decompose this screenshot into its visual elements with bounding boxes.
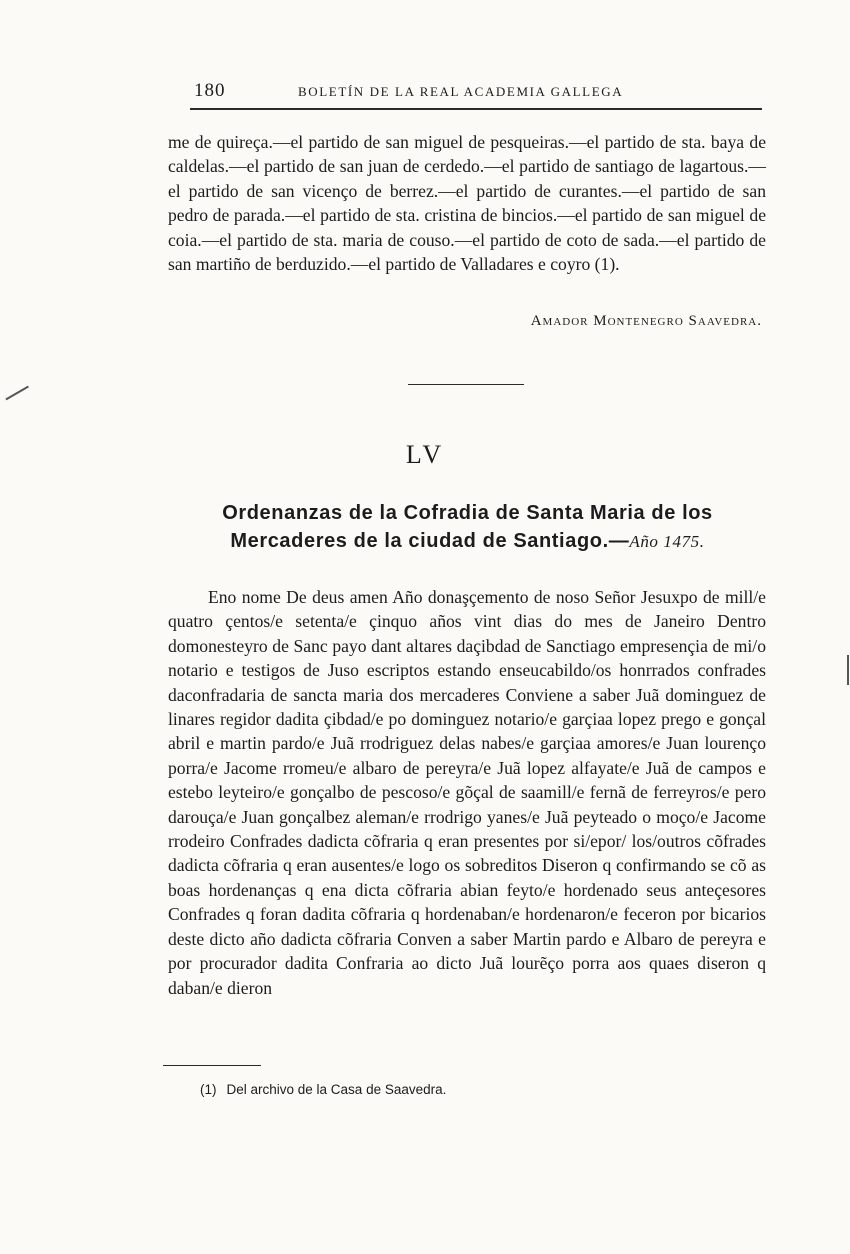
section-title bbox=[165, 499, 770, 556]
continued-paragraph bbox=[168, 130, 766, 276]
page-number: 180 bbox=[194, 80, 226, 101]
ordinance-text: Eno nome De deus amen Año donaşçemento de noso Señor Jesuxpo de mill/e quatro çentos/e setenta/e çinquo años vint dias do mes de Janeiro Dentro domonesteyro de Sanc payo dant altares daçibdad de Sanctiago empresençia de mi/o notario e testigos de Juso escriptos estando enseucabildo/os honrrados confrades daconfradaria de sancta maria dos mercaderes Conviene a saber Juã dominguez de linares regidor dadita çibdad/e po dominguez notario/e garçiaa lopez prego e gonçal abril e martin pardo/e Juã rrodriguez delas nabes/e garçiaa amores/e Juan lourenço porra/e Jacome rromeu/e albaro de pereyra/e Juã lopez alfayate/e Juã de campos e estebo leyteiro/e gonçalbo de pescoso/e gõçal de saamill/e fernã de ferreyros/e pero darouça/e Juan gonçalbez aleman/e rrodrigo yanes/e Juã peyteado o moço/e Jacome rrodeiro Confrades dadicta cõfraria q eran presentes por si/epor/ los/outros cõfrades dadicta cõfraria q eran ausentes/e logo os sobreditos Diseron q confirmando se cõ as boas hordenanças q ena dicta cõfraria abian feyto/e hordenado seus anteçesores Confrades q foran dadita cõfraria q hordenaban/e hordenaron/e feceron por bicarios deste dicto año dadicta cõfraria Conven a saber Martin pardo e Albaro de pereyra e por procurador dadita Confraria ao dicto Juã lourẽço porra aos quaes diseron q daban/e dieron bbox=[168, 587, 766, 998]
footnote-marker: (1) bbox=[200, 1082, 217, 1097]
footnote-rule bbox=[163, 1065, 261, 1066]
section-number: LV bbox=[405, 440, 445, 469]
journal-title: BOLETÍN DE LA REAL ACADEMIA GALLEGA bbox=[298, 84, 624, 99]
footnote-text: Del archivo de la Casa de Saavedra. bbox=[226, 1082, 447, 1097]
section-year: Año 1475. bbox=[629, 532, 705, 551]
ordinance-paragraph bbox=[168, 585, 766, 1000]
section-title-text: Ordenanzas de la Cofradia de Santa Maria de los Mercaderes de la ciudad de Santiago.— bbox=[222, 502, 713, 552]
running-header bbox=[190, 80, 762, 110]
continued-text: me de quireça.—el partido de san miguel de pesqueiras.—el partido de sta. baya de caldelas.—el partido de san juan de cerdedo.—el partido de santiago de lagartous.—el partido de san vicenço de berrez.—el partido de curantes.—el partido de san pedro de parada.—el partido de sta. cristina de bincios.—el partido de san miguel de coia.—el partido de sta. maria de couso.—el partido de coto de sada.—el partido de san martiño de berduzido.—el partido de Valladares e coyro (1). bbox=[168, 132, 766, 275]
section-divider bbox=[408, 384, 524, 385]
scan-mark-right bbox=[847, 655, 849, 685]
scan-mark-left bbox=[5, 386, 28, 400]
footnote bbox=[200, 1082, 446, 1097]
author-signature: Amador Montenegro Saavedra. bbox=[530, 313, 762, 329]
